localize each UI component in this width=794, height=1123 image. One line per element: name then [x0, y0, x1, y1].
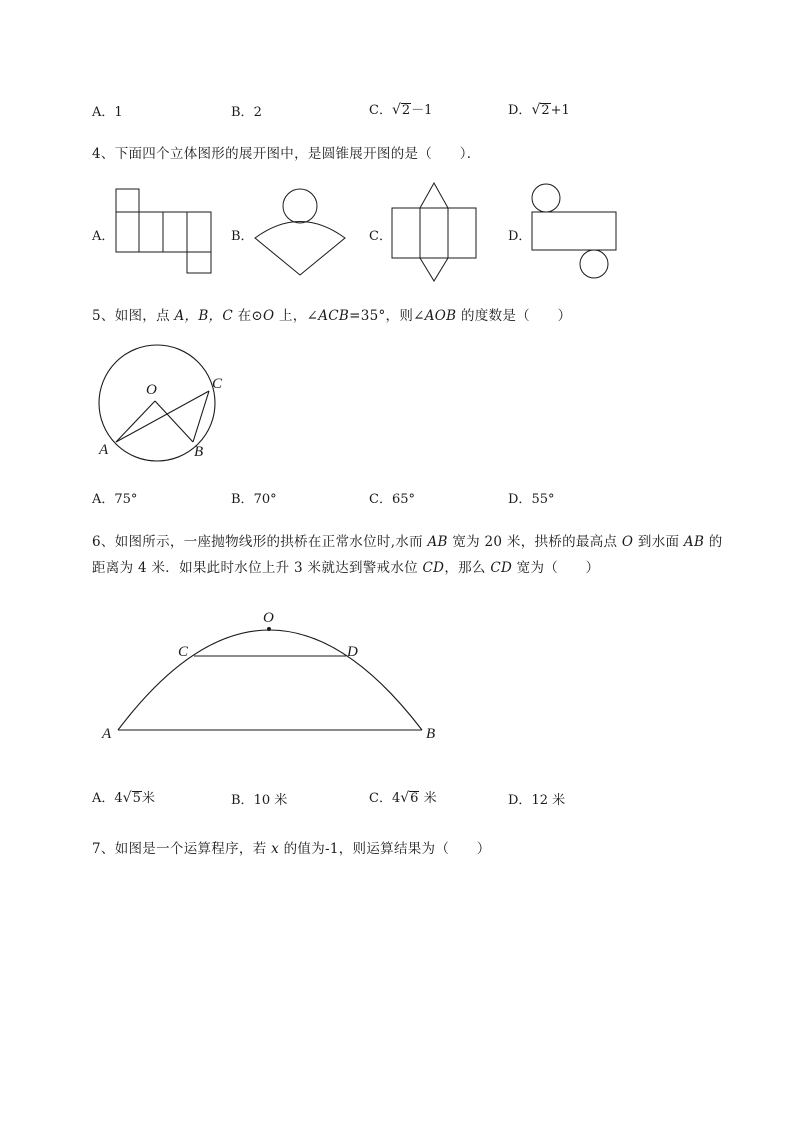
q6-stem-line1: 6、如图所示，一座抛物线形的拱桥在正常水位时,水而 AB 宽为 20 米，拱桥的最高点 O 到水面 AB 的 — [92, 534, 723, 550]
sqrt-symbol: √2 — [531, 102, 550, 118]
q5-option-d: D．55° — [508, 492, 555, 507]
q4-label-a: A． — [92, 229, 115, 244]
label-o: O — [263, 610, 274, 626]
q4-stem: 4、下面四个立体图形的展开图中，是圆锥展开图的是（ ）． — [92, 146, 481, 162]
sqrt-symbol: √6 — [400, 790, 419, 806]
net-square — [116, 212, 139, 252]
label-c: C — [212, 376, 223, 392]
cone-sector — [255, 222, 345, 276]
q6-option-a: A．4√5米 — [92, 790, 155, 806]
segment-ao — [116, 401, 155, 442]
parabola-arch — [118, 630, 422, 730]
q3-option-b: B．2 — [231, 105, 262, 120]
q5-option-a: A．75° — [92, 492, 138, 507]
label-a: A — [99, 442, 109, 458]
prism-lateral-face — [392, 208, 476, 258]
net-square — [139, 212, 163, 252]
label-b: B — [426, 726, 436, 742]
q5-option-b: B．70° — [231, 492, 277, 507]
q4-label-c: C． — [369, 229, 392, 244]
label-d: D — [347, 644, 358, 660]
label-b: B — [194, 444, 204, 460]
sqrt-symbol: √5 — [122, 790, 141, 806]
q4-label-b: B． — [231, 229, 254, 244]
vertex-point-o — [267, 627, 271, 631]
q3-option-a: A．1 — [92, 105, 123, 120]
label-a: A — [102, 726, 112, 742]
net-square — [116, 189, 139, 212]
q6-stem-line2: 距离为 4 米．如果此时水位上升 3 米就达到警戒水位 CD，那么 CD 宽为（ ） — [92, 560, 600, 576]
q6-option-d: D．12 米 — [508, 793, 566, 808]
net-square — [187, 252, 211, 273]
q6-option-c: C．4√6 米 — [369, 790, 437, 806]
sqrt-symbol: √2 — [391, 102, 411, 118]
q7-stem: 7、如图是一个运算程序，若 x 的值为-1，则运算结果为（ ） — [92, 841, 491, 857]
segment-ob — [155, 401, 193, 442]
prism-top-triangle — [420, 183, 448, 208]
cylinder-lateral-rect — [532, 212, 616, 250]
label-c: C — [178, 644, 189, 660]
q5-option-c: C．65° — [369, 492, 415, 507]
prism-bottom-triangle — [420, 258, 448, 281]
q3-option-c: C．√2－1 — [369, 102, 433, 118]
cylinder-bottom-circle — [580, 250, 608, 278]
q6-option-b: B．10 米 — [231, 793, 288, 808]
net-square — [163, 212, 187, 252]
cylinder-top-circle — [532, 184, 560, 212]
label-o: O — [146, 382, 157, 398]
q5-stem: 5、如图，点 A，B，C 在⊙O 上，∠ACB=35°，则∠AOB 的度数是（ ） — [92, 308, 572, 324]
q4-label-d: D． — [508, 229, 532, 244]
cone-base-circle — [283, 189, 317, 223]
q3-option-d: D．√2+1 — [508, 102, 570, 118]
net-square — [187, 212, 211, 252]
